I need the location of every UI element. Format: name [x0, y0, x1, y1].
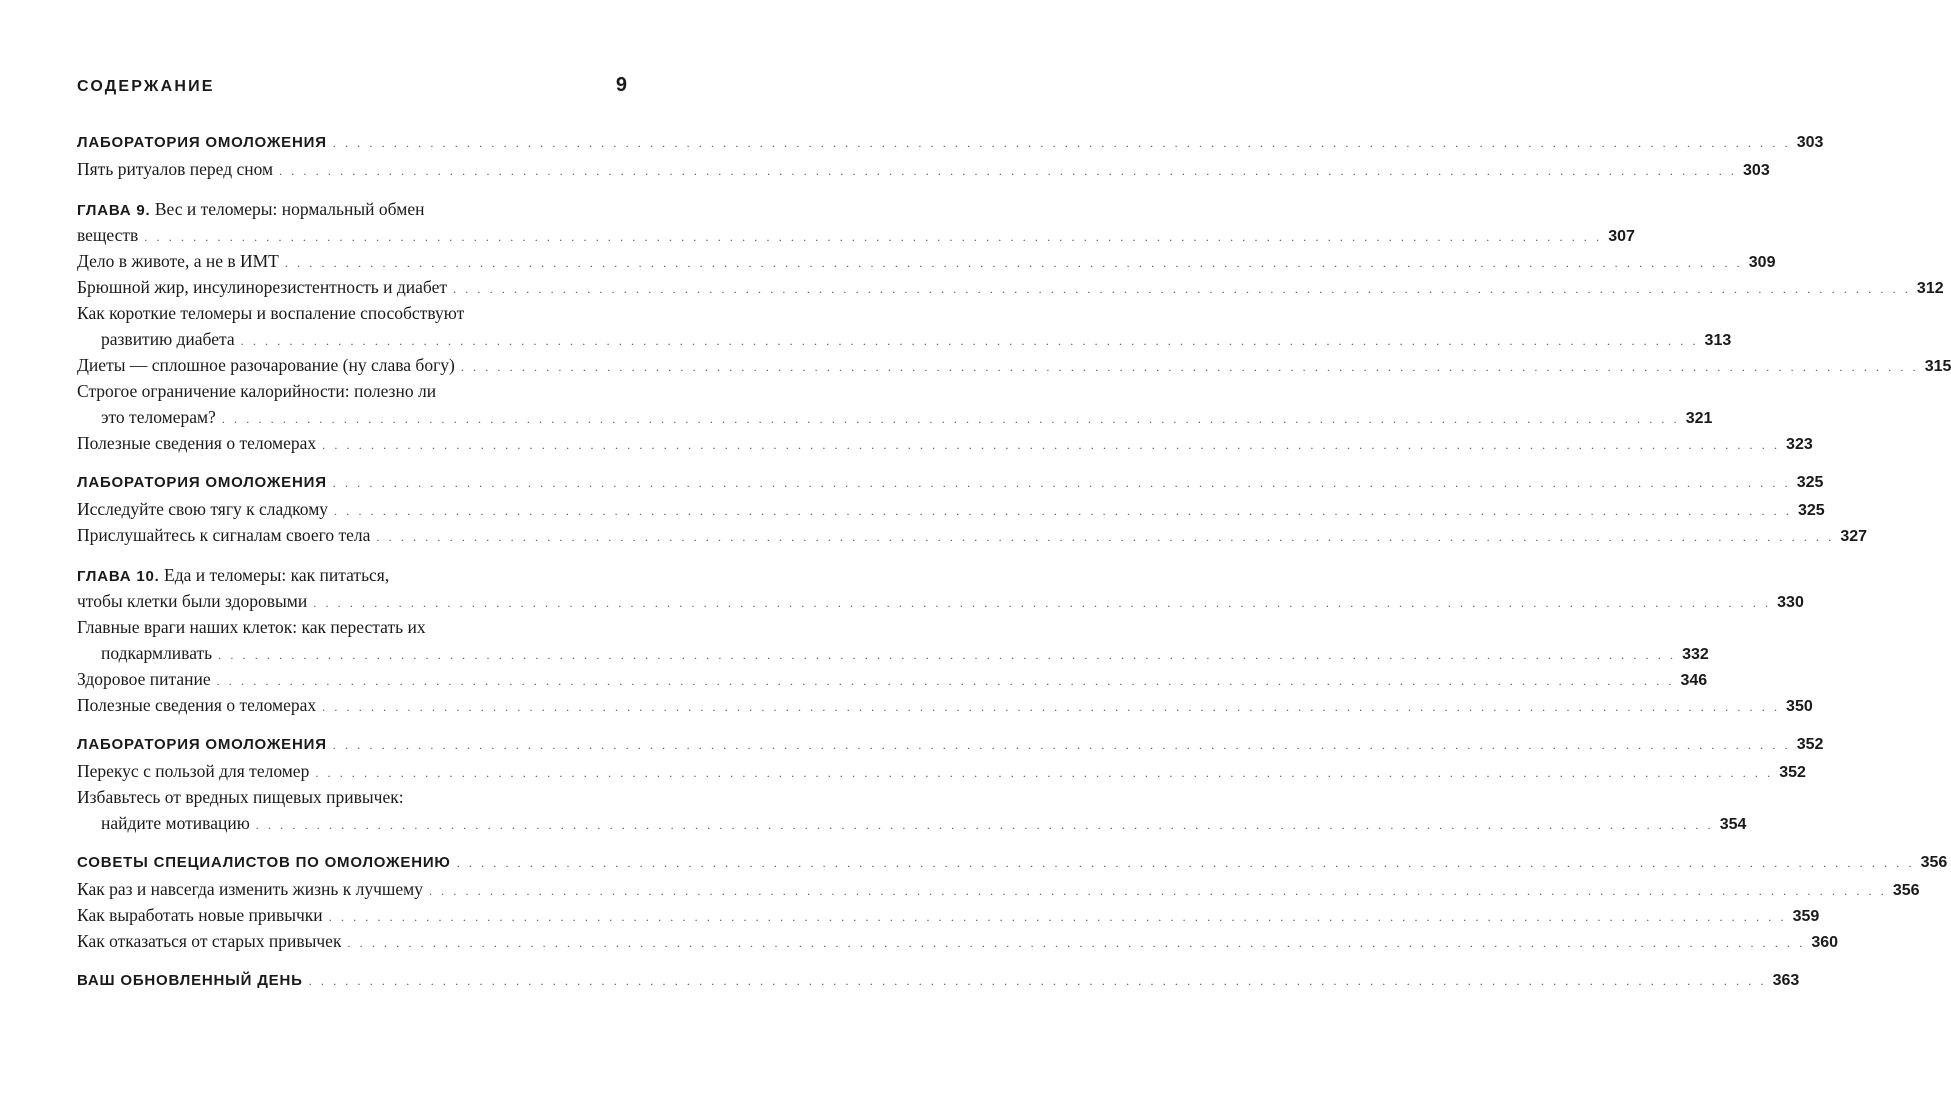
toc-page-number: 352 [1779, 764, 1806, 781]
page-title: СОДЕРЖАНИЕ [77, 78, 215, 95]
toc-entry[interactable] [77, 522, 1868, 548]
toc-entry-title: Избавьтесь от вредных пищевых привычек: [77, 787, 404, 807]
chapter-label: ГЛАВА 9. [77, 202, 151, 219]
section-gap [77, 954, 627, 968]
dot-leader: . . . . . . . . . . . . . . . . . . . . . . . . . . . . . . . . . . . . . . . . . . . . . . . . . . . . . . . . . . . . . . . . . . . . . . . . . . . . . . . . . . . . . . . . . . . . . . . . . . . . . . . . . . . . . . . . . . . . . . . . [334, 504, 1792, 518]
toc-entry-title: веществ [77, 225, 139, 245]
dot-leader: . . . . . . . . . . . . . . . . . . . . . . . . . . . . . . . . . . . . . . . . . . . . . . . . . . . . . . . . . . . . . . . . . . . . . . . . . . . . . . . . . . . . . . . . . . . . . . . . . . . . . . . . . . . . . . . . . . . . . . . . [144, 230, 1603, 244]
toc-page-number: 325 [1797, 502, 1825, 519]
toc-entry-title: ВАШ ОБНОВЛЕННЫЙ ДЕНЬ [77, 972, 303, 989]
toc-page-number: 330 [1777, 594, 1804, 611]
toc-entry[interactable] [77, 562, 627, 588]
toc-entry[interactable] [77, 588, 1804, 614]
toc-section-heading[interactable] [77, 850, 1948, 876]
toc-entry-title: Прислушайтесь к сигналам своего тела [77, 525, 371, 545]
dot-leader: . . . . . . . . . . . . . . . . . . . . . . . . . . . . . . . . . . . . . . . . . . . . . . . . . . . . . . . . . . . . . . . . . . . . . . . . . . . . . . . . . . . . . . . . . . . . . . . . . . . . . . . . . . . . . . . . . . . . . . . . [216, 674, 1675, 688]
toc-page-number: 332 [1682, 646, 1709, 663]
toc-entry-title: это теломерам? [101, 407, 216, 427]
toc-entry-title: Главные враги наших клеток: как перестать их [77, 617, 426, 637]
toc-entry-title: Строгое ограничение калорийности: полезно ли [77, 381, 437, 401]
toc-entry[interactable] [77, 496, 1825, 522]
table-of-contents [77, 130, 1951, 994]
toc-entry-title: Брюшной жир, инсулинорезистентность и диабет [77, 277, 448, 297]
toc-entry-title [77, 196, 425, 224]
toc-entry-title: развитию диабета [101, 329, 235, 349]
toc-page-number: 303 [1796, 134, 1824, 151]
toc-entry[interactable] [77, 928, 1839, 954]
toc-entry[interactable] [77, 614, 627, 640]
dot-leader: . . . . . . . . . . . . . . . . . . . . . . . . . . . . . . . . . . . . . . . . . . . . . . . . . . . . . . . . . . . . . . . . . . . . . . . . . . . . . . . . . . . . . . . . . . . . . . . . . . . . . . . . . . . . . . . . . . . . . . . . [255, 818, 1714, 832]
dot-leader: . . . . . . . . . . . . . . . . . . . . . . . . . . . . . . . . . . . . . . . . . . . . . . . . . . . . . . . . . . . . . . . . . . . . . . . . . . . . . . . . . . . . . . . . . . . . . . . . . . . . . . . . . . . . . . . . . . . . . . . . [328, 910, 1787, 924]
toc-section-heading[interactable] [77, 130, 1824, 156]
section-gap [77, 836, 627, 850]
toc-section-heading[interactable] [77, 968, 1800, 994]
toc-entry[interactable] [77, 222, 1635, 248]
chapter-label: ГЛАВА 10. [77, 568, 160, 585]
toc-entry-title: Исследуйте свою тягу к сладкому [77, 499, 329, 519]
toc-page-number: 323 [1786, 436, 1813, 453]
toc-entry-title: ЛАБОРАТОРИЯ ОМОЛОЖЕНИЯ [77, 474, 327, 491]
dot-leader: . . . . . . . . . . . . . . . . . . . . . . . . . . . . . . . . . . . . . . . . . . . . . . . . . . . . . . . . . . . . . . . . . . . . . . . . . . . . . . . . . . . . . . . . . . . . . . . . . . . . . . . . . . . . . . . . . . . . . . . . [322, 438, 1781, 452]
toc-page-number: 360 [1811, 934, 1839, 951]
dot-leader: . . . . . . . . . . . . . . . . . . . . . . . . . . . . . . . . . . . . . . . . . . . . . . . . . . . . . . . . . . . . . . . . . . . . . . . . . . . . . . . . . . . . . . . . . . . . . . . . . . . . . . . . . . . . . . . . . . . . . . . . [308, 974, 1767, 988]
section-gap [77, 718, 627, 732]
toc-entry-title: Дело в животе, а не в ИМТ [77, 251, 279, 271]
toc-entry-title: ЛАБОРАТОРИЯ ОМОЛОЖЕНИЯ [77, 736, 327, 753]
toc-entry[interactable] [77, 758, 1806, 784]
dot-leader: . . . . . . . . . . . . . . . . . . . . . . . . . . . . . . . . . . . . . . . . . . . . . . . . . . . . . . . . . . . . . . . . . . . . . . . . . . . . . . . . . . . . . . . . . . . . . . . . . . . . . . . . . . . . . . . . . . . . . . . . [376, 530, 1835, 544]
toc-entry-title: Как выработать новые привычки [77, 905, 323, 925]
dot-leader: . . . . . . . . . . . . . . . . . . . . . . . . . . . . . . . . . . . . . . . . . . . . . . . . . . . . . . . . . . . . . . . . . . . . . . . . . . . . . . . . . . . . . . . . . . . . . . . . . . . . . . . . . . . . . . . . . . . . . . . . [221, 412, 1680, 426]
dot-leader: . . . . . . . . . . . . . . . . . . . . . . . . . . . . . . . . . . . . . . . . . . . . . . . . . . . . . . . . . . . . . . . . . . . . . . . . . . . . . . . . . . . . . . . . . . . . . . . . . . . . . . . . . . . . . . . . . . . . . . . . [456, 856, 1915, 870]
toc-page-number: 352 [1796, 736, 1824, 753]
toc-entry[interactable] [77, 902, 1820, 928]
toc-entry-title: Здоровое питание [77, 669, 211, 689]
toc-page-number: 327 [1840, 528, 1868, 545]
toc-entry[interactable] [77, 248, 1776, 274]
toc-page-number: 354 [1719, 816, 1747, 833]
dot-leader: . . . . . . . . . . . . . . . . . . . . . . . . . . . . . . . . . . . . . . . . . . . . . . . . . . . . . . . . . . . . . . . . . . . . . . . . . . . . . . . . . . . . . . . . . . . . . . . . . . . . . . . . . . . . . . . . . . . . . . . . [332, 136, 1791, 150]
toc-entry[interactable] [77, 352, 1951, 378]
dot-leader: . . . . . . . . . . . . . . . . . . . . . . . . . . . . . . . . . . . . . . . . . . . . . . . . . . . . . . . . . . . . . . . . . . . . . . . . . . . . . . . . . . . . . . . . . . . . . . . . . . . . . . . . . . . . . . . . . . . . . . . . [460, 360, 1919, 374]
toc-page-number: 309 [1748, 254, 1776, 271]
toc-entry[interactable] [77, 378, 627, 404]
chapter-title: Еда и теломеры: как питаться, [159, 565, 390, 585]
toc-entry[interactable] [77, 640, 1709, 666]
section-gap [77, 182, 627, 196]
chapter-title: Вес и теломеры: нормальный обмен [150, 199, 425, 219]
dot-leader: . . . . . . . . . . . . . . . . . . . . . . . . . . . . . . . . . . . . . . . . . . . . . . . . . . . . . . . . . . . . . . . . . . . . . . . . . . . . . . . . . . . . . . . . . . . . . . . . . . . . . . . . . . . . . . . . . . . . . . . . [315, 766, 1774, 780]
toc-page-number: 346 [1680, 672, 1708, 689]
toc-entry-title: ЛАБОРАТОРИЯ ОМОЛОЖЕНИЯ [77, 134, 327, 151]
dot-leader: . . . . . . . . . . . . . . . . . . . . . . . . . . . . . . . . . . . . . . . . . . . . . . . . . . . . . . . . . . . . . . . . . . . . . . . . . . . . . . . . . . . . . . . . . . . . . . . . . . . . . . . . . . . . . . . . . . . . . . . . [284, 256, 1743, 270]
toc-entry[interactable] [77, 196, 627, 222]
dot-leader: . . . . . . . . . . . . . . . . . . . . . . . . . . . . . . . . . . . . . . . . . . . . . . . . . . . . . . . . . . . . . . . . . . . . . . . . . . . . . . . . . . . . . . . . . . . . . . . . . . . . . . . . . . . . . . . . . . . . . . . . [347, 936, 1806, 950]
toc-page-number: 325 [1796, 474, 1824, 491]
toc-entry-title: Полезные сведения о теломерах [77, 695, 317, 715]
toc-entry-title: Как раз и навсегда изменить жизнь к лучшему [77, 879, 423, 899]
toc-page-number: 350 [1786, 698, 1813, 715]
toc-entry[interactable] [77, 876, 1920, 902]
toc-entry[interactable] [77, 692, 1813, 718]
toc-entry-title: Перекус с пользой для теломер [77, 761, 310, 781]
toc-entry[interactable] [77, 300, 627, 326]
toc-page-number: 356 [1920, 854, 1948, 871]
toc-page-number: 359 [1792, 908, 1820, 925]
toc-page-number: 303 [1743, 162, 1770, 179]
toc-section-heading[interactable] [77, 470, 1824, 496]
toc-page-number: 356 [1892, 882, 1920, 899]
toc-entry-title: найдите мотивацию [101, 813, 250, 833]
toc-page-number: 313 [1704, 332, 1732, 349]
dot-leader: . . . . . . . . . . . . . . . . . . . . . . . . . . . . . . . . . . . . . . . . . . . . . . . . . . . . . . . . . . . . . . . . . . . . . . . . . . . . . . . . . . . . . . . . . . . . . . . . . . . . . . . . . . . . . . . . . . . . . . . . [240, 334, 1699, 348]
section-gap [77, 456, 627, 470]
toc-entry-title: Диеты — сплошное разочарование (ну слава богу) [77, 355, 455, 375]
toc-page-number: 312 [1916, 280, 1944, 297]
toc-entry[interactable] [77, 404, 1713, 430]
dot-leader: . . . . . . . . . . . . . . . . . . . . . . . . . . . . . . . . . . . . . . . . . . . . . . . . . . . . . . . . . . . . . . . . . . . . . . . . . . . . . . . . . . . . . . . . . . . . . . . . . . . . . . . . . . . . . . . . . . . . . . . . [313, 596, 1772, 610]
toc-entry[interactable] [77, 666, 1708, 692]
toc-entry-title: чтобы клетки были здоровыми [77, 591, 308, 611]
toc-entry-title: Полезные сведения о теломерах [77, 433, 317, 453]
dot-leader: . . . . . . . . . . . . . . . . . . . . . . . . . . . . . . . . . . . . . . . . . . . . . . . . . . . . . . . . . . . . . . . . . . . . . . . . . . . . . . . . . . . . . . . . . . . . . . . . . . . . . . . . . . . . . . . . . . . . . . . . [332, 738, 1791, 752]
section-gap [77, 548, 627, 562]
toc-entry[interactable] [77, 784, 627, 810]
dot-leader: . . . . . . . . . . . . . . . . . . . . . . . . . . . . . . . . . . . . . . . . . . . . . . . . . . . . . . . . . . . . . . . . . . . . . . . . . . . . . . . . . . . . . . . . . . . . . . . . . . . . . . . . . . . . . . . . . . . . . . . . [322, 700, 1781, 714]
dot-leader: . . . . . . . . . . . . . . . . . . . . . . . . . . . . . . . . . . . . . . . . . . . . . . . . . . . . . . . . . . . . . . . . . . . . . . . . . . . . . . . . . . . . . . . . . . . . . . . . . . . . . . . . . . . . . . . . . . . . . . . . [279, 164, 1738, 178]
toc-page-number: 307 [1608, 228, 1635, 245]
dot-leader: . . . . . . . . . . . . . . . . . . . . . . . . . . . . . . . . . . . . . . . . . . . . . . . . . . . . . . . . . . . . . . . . . . . . . . . . . . . . . . . . . . . . . . . . . . . . . . . . . . . . . . . . . . . . . . . . . . . . . . . . [453, 282, 1911, 296]
toc-entry-title: Как отказаться от старых привычек [77, 931, 342, 951]
toc-entry[interactable] [77, 274, 1944, 300]
toc-entry[interactable] [77, 430, 1813, 456]
toc-entry[interactable] [77, 156, 1770, 182]
toc-page-number: 315 [1924, 358, 1951, 375]
toc-entry-title: подкармливать [101, 643, 213, 663]
toc-entry-title [77, 562, 389, 590]
dot-leader: . . . . . . . . . . . . . . . . . . . . . . . . . . . . . . . . . . . . . . . . . . . . . . . . . . . . . . . . . . . . . . . . . . . . . . . . . . . . . . . . . . . . . . . . . . . . . . . . . . . . . . . . . . . . . . . . . . . . . . . . [428, 884, 1887, 898]
toc-entry-title: Пять ритуалов перед сном [77, 159, 274, 179]
toc-entry-title: СОВЕТЫ СПЕЦИАЛИСТОВ ПО ОМОЛОЖЕНИЮ [77, 854, 451, 871]
dot-leader: . . . . . . . . . . . . . . . . . . . . . . . . . . . . . . . . . . . . . . . . . . . . . . . . . . . . . . . . . . . . . . . . . . . . . . . . . . . . . . . . . . . . . . . . . . . . . . . . . . . . . . . . . . . . . . . . . . . . . . . . [332, 476, 1791, 490]
dot-leader: . . . . . . . . . . . . . . . . . . . . . . . . . . . . . . . . . . . . . . . . . . . . . . . . . . . . . . . . . . . . . . . . . . . . . . . . . . . . . . . . . . . . . . . . . . . . . . . . . . . . . . . . . . . . . . . . . . . . . . . . [218, 648, 1677, 662]
page-header [77, 74, 627, 97]
toc-entry-title: Как короткие теломеры и воспаление способствуют [77, 303, 465, 323]
toc-section-heading[interactable] [77, 732, 1824, 758]
page-number: 9 [615, 74, 627, 96]
toc-entry[interactable] [77, 810, 1747, 836]
toc-entry[interactable] [77, 326, 1732, 352]
toc-page-number: 363 [1772, 972, 1800, 989]
toc-page-number: 321 [1685, 410, 1713, 427]
